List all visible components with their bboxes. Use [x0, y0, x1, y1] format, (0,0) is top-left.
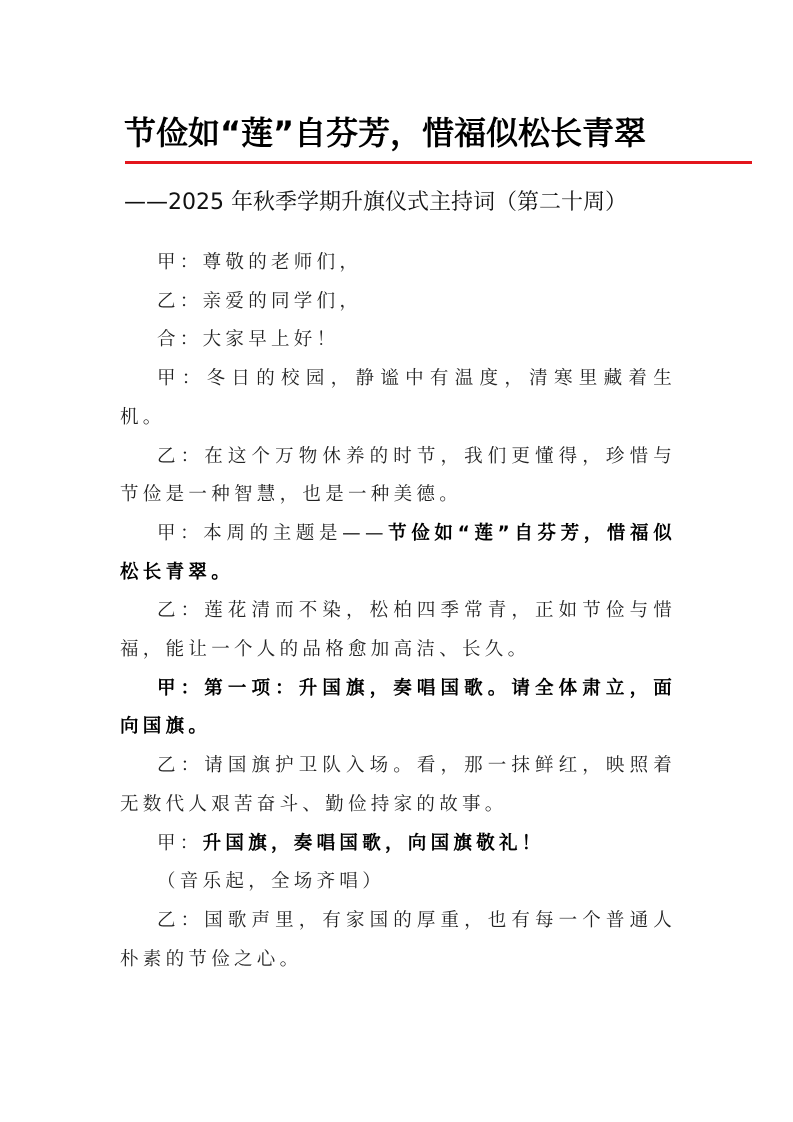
text-segment: 乙：请国旗护卫队入场。看，那一抹鲜红，映照着无数代人艰苦奋斗、勤俭持家的故事。 [120, 755, 676, 815]
text-segment: 乙：亲爱的同学们， [157, 290, 363, 312]
paragraph [120, 747, 676, 824]
document-body [120, 244, 676, 979]
title-divider [125, 161, 752, 164]
paragraph [120, 515, 676, 592]
text-segment: （音乐起，全场齐唱） [157, 871, 386, 893]
text-segment: 乙：国歌声里，有家国的厚重，也有每一个普通人朴素的节俭之心。 [120, 909, 676, 970]
text-segment: 甲：尊敬的老师们， [157, 252, 363, 273]
text-segment: 甲：本周的主题是—— [157, 522, 388, 544]
paragraph [120, 592, 676, 669]
paragraph [120, 438, 676, 515]
paragraph [120, 670, 676, 747]
document-subtitle: ——2025 年秋季学期升旗仪式主持词（第二十周） [124, 190, 627, 215]
paragraph [120, 360, 676, 437]
bold-text: 节俭如“莲”自芬芳，惜福似松长青翠。 [120, 522, 676, 583]
text-segment: 乙：在这个万物休养的时节，我们更懂得，珍惜与节俭是一种智慧，也是一种美德。 [120, 445, 676, 506]
text-segment: 甲： [157, 832, 203, 854]
paragraph [120, 321, 676, 360]
text-segment: 合：大家早上好！ [157, 329, 340, 351]
document-title: 节俭如“莲”自芬芳，惜福似松长青翠 [124, 114, 647, 152]
bold-text: 甲：第一项：升国旗，奏唱国歌。请全体肃立，面向国旗。 [120, 677, 676, 738]
paragraph [120, 902, 676, 979]
text-segment: 甲：冬日的校园，静谧中有温度，清寒里藏着生机。 [120, 368, 676, 428]
bold-text: 升国旗，奏唱国歌，向国旗敬礼！ [202, 832, 545, 854]
paragraph [120, 825, 676, 864]
paragraph [120, 283, 676, 322]
text-segment: 乙：莲花清而不染，松柏四季常青，正如节俭与惜福，能让一个人的品格愈加高洁、长久。 [120, 600, 676, 661]
paragraph [120, 863, 676, 902]
paragraph [120, 244, 676, 283]
